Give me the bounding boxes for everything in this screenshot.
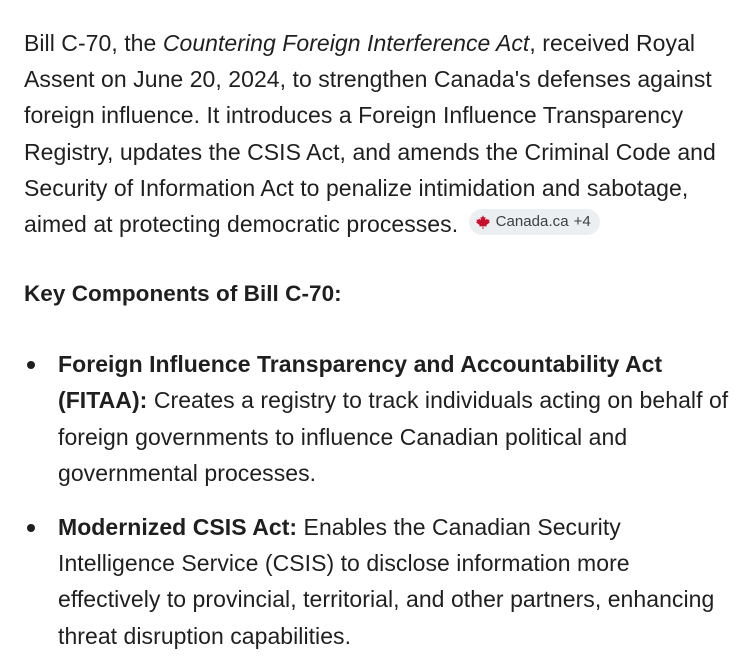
list-item-fitaa xyxy=(24,346,730,491)
bullet-dot-icon xyxy=(27,361,35,369)
source-chip-more-count: +4 xyxy=(573,213,591,231)
intro-text-after: , received Royal Assent on June 20, 2024, to strengthen Canada's defenses against foreign influence. It introduces a Foreign Influence Transparency Registry, updates the CSIS Act, and amends the Criminal Code and Security of Information Act to penalize intimidation and sabotage, aimed at protecting democratic processes. xyxy=(24,30,716,238)
clipped-top-icons xyxy=(24,0,80,2)
list-item-description: Enables the Canadian Security Intelligence Service (CSIS) to disclose information more effectively to provincial, territorial, and other partners, enhancing threat disruption capabilities. xyxy=(58,514,715,649)
list-item-description: Creates a registry to track individuals acting on behalf of foreign governments to influence Canadian political and governmental processes. xyxy=(58,387,729,486)
act-title: Countering Foreign Interference Act xyxy=(162,30,530,56)
list-item-term: Foreign Influence Transparency and Accountability Act (FITAA): xyxy=(58,351,663,414)
intro-text-before: Bill C-70, the xyxy=(24,30,163,56)
section-heading: Key Components of Bill C-70: xyxy=(24,281,342,307)
bullet-dot-icon xyxy=(27,524,35,532)
list-item-term: Modernized CSIS Act: xyxy=(58,514,298,541)
key-components-list xyxy=(24,346,730,654)
list-item-csis xyxy=(24,509,730,654)
source-chip-label: Canada.ca xyxy=(495,213,569,231)
intro-paragraph xyxy=(24,25,730,242)
source-chip[interactable] xyxy=(469,209,600,235)
answer-content xyxy=(24,25,730,654)
maple-leaf-icon xyxy=(475,214,491,230)
